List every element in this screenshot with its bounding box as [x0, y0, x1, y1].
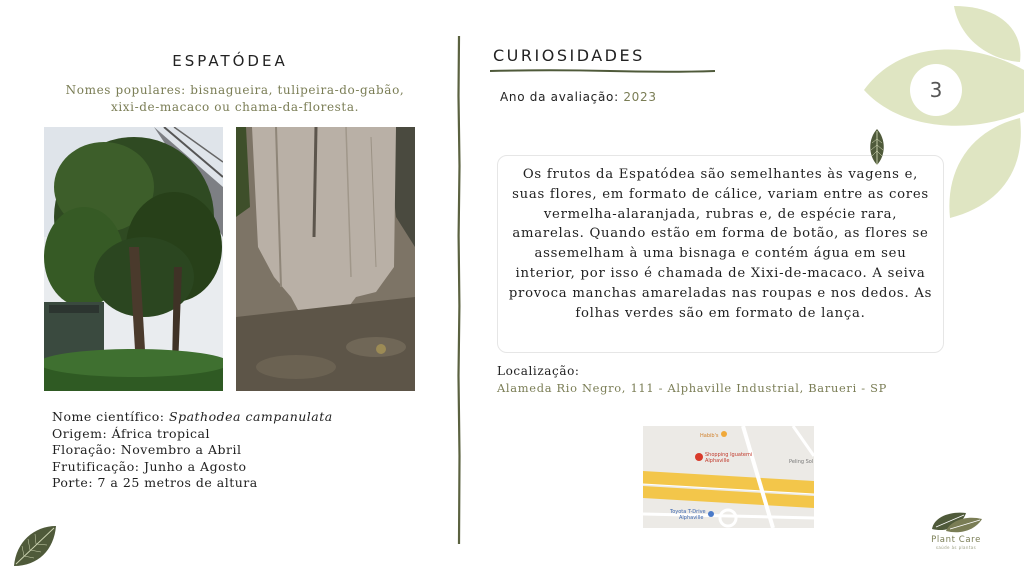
size: Porte: 7 a 25 metros de altura — [52, 475, 258, 490]
logo-tagline: saúde às plantas — [935, 545, 977, 550]
year-value: 2023 — [623, 90, 657, 104]
popular-names-line1: Nomes populares: bisnagueira, tulipeira-do-gabão, — [65, 83, 405, 97]
year-label: Ano da avaliação: — [500, 90, 624, 104]
page-number: 3 — [910, 64, 962, 116]
popular-names-line2: xixi-de-macaco ou chama-da-floresta. — [110, 100, 359, 114]
map-label-peling: Peling Sol — [789, 459, 814, 465]
scientific-name-label: Nome científico: — [52, 409, 169, 424]
trunk-photo — [236, 127, 415, 391]
map-label-shopping: Shopping Iguatemi — [705, 452, 753, 458]
vertical-divider — [456, 36, 462, 544]
scientific-name-value: Spathodea campanulata — [169, 409, 333, 424]
curiosities-card: Os frutos da Espatódea são semelhantes às vagens e, suas flores, em formato de cálice, variam entre as cores vermelha-alaranjada, rubras e, de espécie rara, amarelas. Quando estão em forma de botão, as flores se assemelham à uma bisnaga e contém água em seu interior, por isso é chamada de Xixi-de-macaco. A seiva provoca manchas amareladas nas roupas e nos dedos. As folhas verdes são em formato de lança. — [497, 155, 944, 353]
curiosities-title: CURIOSIDADES — [493, 46, 645, 65]
location-map[interactable] — [643, 426, 814, 528]
map-label-shopping2: Alphaville — [705, 458, 730, 464]
title-underline — [490, 68, 715, 74]
fruiting: Frutificação: Junho a Agosto — [52, 458, 247, 474]
tree-photo — [44, 127, 223, 391]
map-label-toyota2: Alphaville — [679, 515, 704, 521]
popular-names — [50, 82, 420, 116]
small-leaf-icon — [866, 127, 888, 167]
origin: Origem: África tropical — [52, 425, 210, 441]
location-address: Alameda Rio Negro, 111 - Alphaville Industrial, Barueri - SP — [497, 381, 887, 395]
scientific-name — [52, 409, 333, 426]
logo-name: Plant Care — [931, 535, 981, 545]
corner-leaf-icon — [10, 522, 60, 570]
map-label-habibs: Habib's — [700, 433, 719, 439]
map-label-toyota: Toyota T-Drive — [670, 509, 706, 515]
flowering: Floração: Novembro a Abril — [52, 442, 242, 457]
evaluation-year — [500, 90, 657, 104]
location-label: Localização: — [497, 364, 580, 378]
plant-title: ESPATÓDEA — [172, 52, 288, 70]
plant-facts — [52, 409, 333, 492]
